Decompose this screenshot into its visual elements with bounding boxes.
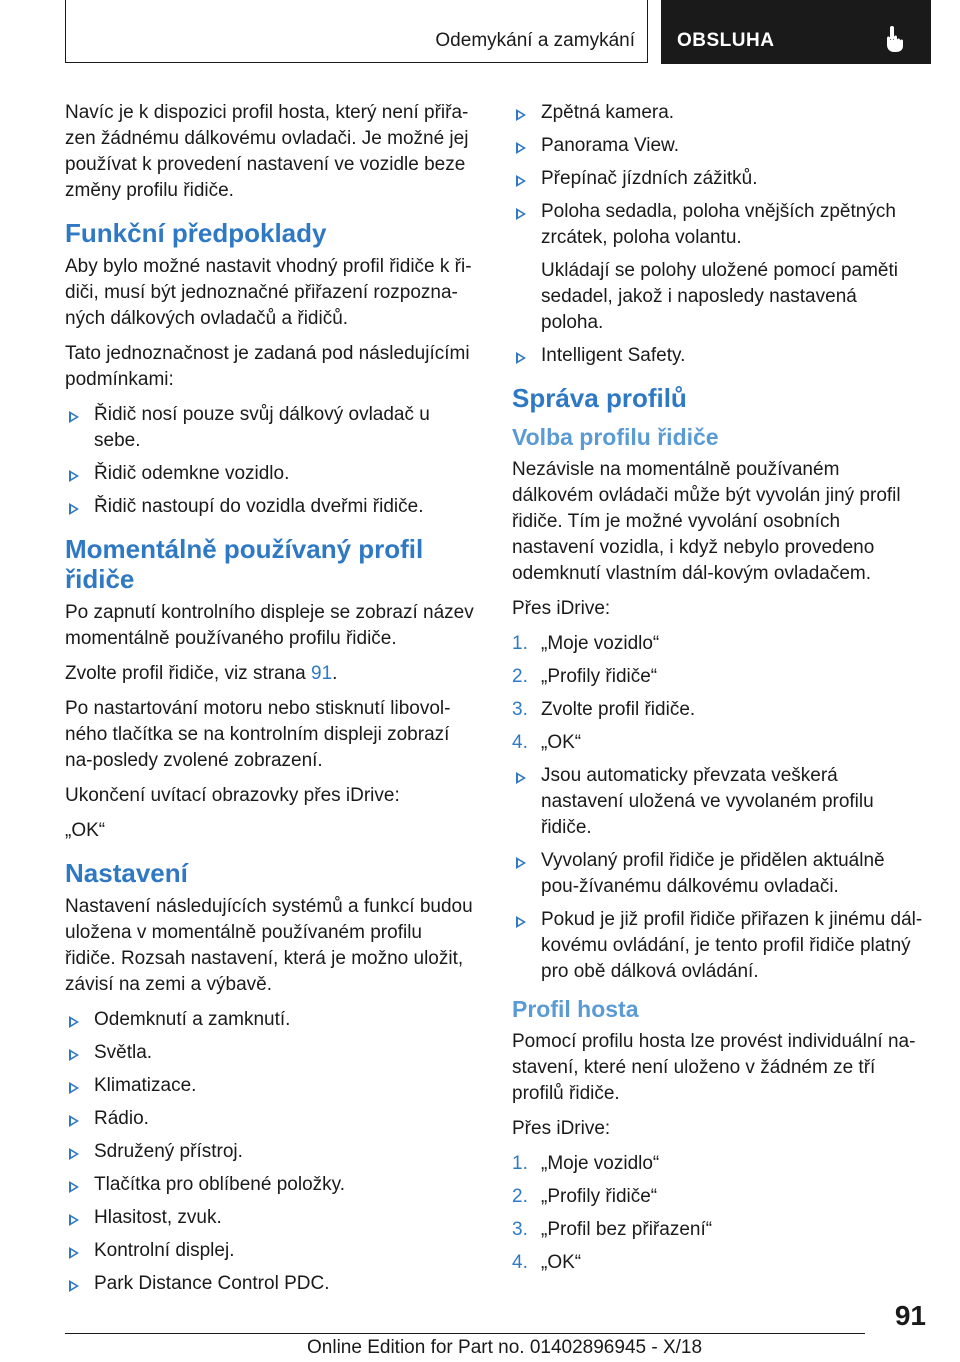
chapter-tab xyxy=(661,0,931,64)
list-item: Rádio. xyxy=(65,1106,477,1132)
footer-text: Online Edition for Part no. 01402896945 - X/18 xyxy=(307,1337,703,1358)
heading-momentalne-pouzivany-profil: Momentálně používaný profil řidiče xyxy=(65,534,424,594)
step-item xyxy=(512,1184,924,1210)
list-item: Intelligent Safety. xyxy=(512,343,924,369)
paragraph: „OK“ xyxy=(65,820,106,841)
step-item xyxy=(512,1151,924,1177)
page-number: 91 xyxy=(894,1300,926,1331)
list-item: Jsou automaticky převzata veškerá nastavení uložená ve vyvolaném profilu řidiče. xyxy=(512,763,924,841)
heading-sprava-profilu: Správa profilů xyxy=(512,383,687,413)
step-item xyxy=(512,1217,924,1243)
step-number: 2. xyxy=(512,666,528,687)
step-number: 3. xyxy=(512,1219,528,1240)
list-item: Park Distance Control PDC. xyxy=(65,1271,477,1297)
list-item: Panorama View. xyxy=(512,133,924,159)
list-item: Tlačítka pro oblíbené položky. xyxy=(65,1172,477,1198)
step-item xyxy=(512,664,924,690)
step-text: „Moje vozidlo“ xyxy=(541,1153,660,1174)
chapter-title: OBSLUHA xyxy=(677,30,775,51)
list-item: Řidič odemkne vozidlo. xyxy=(65,461,477,487)
paragraph: Nastavení následujících systémů a funkcí budou uložena v momentálně používaném profilu řidiče. Rozsah nastavení, která je možno uložit, závisí na zemi a výbavě. xyxy=(65,896,473,995)
step-text: „Profil bez přiřazení“ xyxy=(541,1219,713,1240)
page-link[interactable]: 91 xyxy=(311,663,333,684)
subheading-volba-profilu: Volba profilu řidiče xyxy=(512,424,719,450)
list-item: Hlasitost, zvuk. xyxy=(65,1205,477,1231)
text: Zvolte profil řidiče, viz strana xyxy=(65,663,312,684)
list-item: Přepínač jízdních zážitků. xyxy=(512,166,924,192)
heading-funkcni-predpoklady: Funkční předpoklady xyxy=(65,218,327,248)
step-text: Zvolte profil řidiče. xyxy=(541,699,696,720)
step-number: 1. xyxy=(512,633,528,654)
list-item-note: Ukládají se polohy uložené pomocí paměti sedadel, jakož i naposledy nastavená poloha. xyxy=(541,260,898,333)
paragraph xyxy=(65,661,477,687)
list-item: Světla. xyxy=(65,1040,477,1066)
list-item: Řidič nosí pouze svůj dálkový ovladač u sebe. xyxy=(65,402,477,454)
paragraph: Tato jednoznačnost je zadaná pod následujícími podmínkami: xyxy=(65,343,470,390)
paragraph: Po zapnutí kontrolního displeje se zobrazí název momentálně používaného profilu řidiče. xyxy=(65,602,474,649)
right-column xyxy=(512,100,924,1283)
paragraph: Po nastartování motoru nebo stisknutí libovol-ného tlačítka se na kontrolním displeji zobrazí na-posledy zvolené zobrazení. xyxy=(65,698,451,771)
footer-divider xyxy=(65,1333,865,1334)
heading-nastaveni: Nastavení xyxy=(65,858,188,888)
list-item: Vyvolaný profil řidiče je přidělen aktuálně pou-žívanému dálkovému ovladači. xyxy=(512,848,924,900)
step-item xyxy=(512,697,924,723)
step-number: 4. xyxy=(512,732,528,753)
hand-pointer-icon xyxy=(883,25,907,53)
paragraph: Nezávisle na momentálně používaném dálkovém ovládači může být vyvolán jiný profil řidiče. Tím je možné vyvolání osobních nastavení vozidla, i když nebylo provedeno odemknutí vlastním dál-kovým ovladačem. xyxy=(512,459,901,584)
list-item: Klimatizace. xyxy=(65,1073,477,1099)
left-column xyxy=(65,100,477,1304)
text: . xyxy=(332,663,338,684)
step-number: 2. xyxy=(512,1186,528,1207)
paragraph: Navíc je k dispozici profil hosta, který není přiřa-zen žádnému dálkovému ovladači. Je možné jej používat k provedení nastavení ve vozidle beze změny profilu řidiče. xyxy=(65,102,469,201)
step-text: „OK“ xyxy=(541,1252,582,1273)
section-title: Odemykání a zamykání xyxy=(435,30,635,51)
step-item xyxy=(512,631,924,657)
paragraph: Přes iDrive: xyxy=(512,598,611,619)
list-item: Kontrolní displej. xyxy=(65,1238,477,1264)
step-number: 3. xyxy=(512,699,528,720)
step-text: „Profily řidiče“ xyxy=(541,666,658,687)
paragraph: Aby bylo možné nastavit vhodný profil řidiče k ři-diči, musí být jednoznačné přiřazení rozpozna-ných dálkových ovladačů a řidičů. xyxy=(65,256,472,329)
list-item: Řidič nastoupí do vozidla dveřmi řidiče. xyxy=(65,494,477,520)
step-number: 1. xyxy=(512,1153,528,1174)
step-text: „Profily řidiče“ xyxy=(541,1186,658,1207)
list-item: Pokud je již profil řidiče přiřazen k jinému dál-kovému ovládání, je tento profil řidiče platný pro obě dálková ovládání. xyxy=(512,907,924,985)
step-item xyxy=(512,730,924,756)
subheading-profil-hosta: Profil hosta xyxy=(512,996,639,1022)
list-item: Zpětná kamera. xyxy=(512,100,924,126)
list-item: Poloha sedadla, poloha vnějších zpětných zrcátek, poloha volantu. xyxy=(512,199,924,251)
paragraph: Ukončení uvítací obrazovky přes iDrive: xyxy=(65,785,400,806)
paragraph: Pomocí profilu hosta lze provést individuální na-stavení, které není uloženo v žádném ze tří profilů řidiče. xyxy=(512,1031,916,1104)
list-item: Odemknutí a zamknutí. xyxy=(65,1007,477,1033)
step-item xyxy=(512,1250,924,1276)
step-text: „Moje vozidlo“ xyxy=(541,633,660,654)
section-title-box xyxy=(65,0,648,63)
paragraph: Přes iDrive: xyxy=(512,1118,611,1139)
step-text: „OK“ xyxy=(541,732,582,753)
step-number: 4. xyxy=(512,1252,528,1273)
page-header xyxy=(65,0,931,64)
list-item: Sdružený přístroj. xyxy=(65,1139,477,1165)
